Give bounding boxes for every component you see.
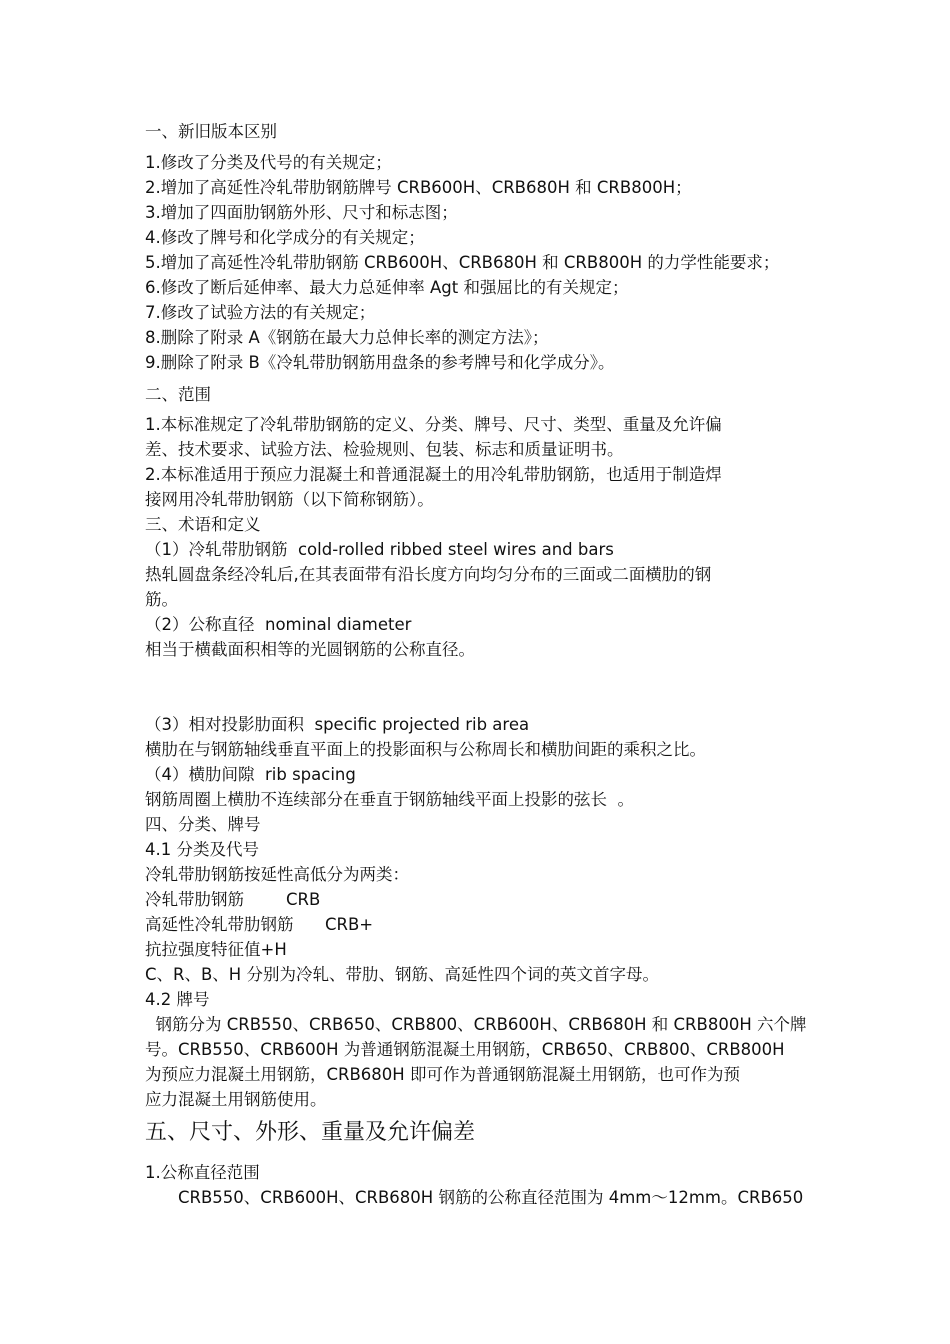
term-heading: （2）公称直径 nominal diameter: [145, 615, 412, 634]
paragraph-line: 相当于横截面积相等的光圆钢筋的公称直径。: [145, 640, 475, 659]
paragraph-line: 1.本标准规定了冷轧带肋钢筋的定义、分类、牌号、尺寸、类型、重量及允许偏: [145, 415, 722, 434]
paragraph-line: 为预应力混凝土用钢筋，CRB680H 即可作为普通钢筋混凝土用钢筋，也可作为预: [145, 1065, 740, 1084]
paragraph-line: CRB550、CRB600H、CRB680H 钢筋的公称直径范围为 4mm～12mm。CRB650: [178, 1188, 804, 1207]
paragraph-line: 接网用冷轧带肋钢筋（以下简称钢筋）。: [145, 490, 434, 509]
list-item: 3.增加了四面肋钢筋外形、尺寸和标志图；: [145, 203, 458, 222]
term-heading: （4）横肋间隙 rib spacing: [145, 765, 356, 784]
paragraph-line: 号。CRB550、CRB600H 为普通钢筋混凝土用钢筋，CRB650、CRB800、CRB800H: [145, 1040, 785, 1059]
paragraph-line: 抗拉强度特征值+H: [145, 940, 287, 959]
section-heading: 一、新旧版本区别: [145, 122, 277, 141]
paragraph-line: 钢筋周圈上横肋不连续部分在垂直于钢筋轴线平面上投影的弦长 。: [145, 790, 634, 809]
term-heading: （3）相对投影肋面积 specific projected rib area: [145, 715, 530, 734]
subsection-heading: 4.2 牌号: [145, 990, 210, 1009]
paragraph-line: 钢筋分为 CRB550、CRB650、CRB800、CRB600H、CRB680H 和 CRB800H 六个牌: [145, 1015, 807, 1034]
subsection-heading: 4.1 分类及代号: [145, 840, 259, 859]
paragraph-line: 高延性冷轧带肋钢筋 CRB+: [145, 915, 374, 934]
list-item: 1.修改了分类及代号的有关规定；: [145, 153, 392, 172]
subsection-heading: 1.公称直径范围: [145, 1163, 260, 1182]
section-heading: 五、尺寸、外形、重量及允许偏差: [145, 1120, 476, 1145]
paragraph-line: C、R、B、H 分别为冷轧、带肋、钢筋、高延性四个词的英文首字母。: [145, 965, 659, 984]
term-heading: （1）冷轧带肋钢筋 cold-rolled ribbed steel wires and bars: [145, 540, 614, 559]
list-item: 9.删除了附录 B《冷轧带肋钢筋用盘条的参考牌号和化学成分》。: [145, 353, 615, 372]
paragraph-line: 冷轧带肋钢筋按延性高低分为两类：: [145, 865, 409, 884]
paragraph-line: 筋。: [145, 590, 178, 609]
list-item: 7.修改了试验方法的有关规定；: [145, 303, 376, 322]
paragraph-line: 冷轧带肋钢筋 CRB: [145, 890, 321, 909]
section-heading: 四、分类、牌号: [145, 815, 261, 834]
list-item: 2.增加了高延性冷轧带肋钢筋牌号 CRB600H、CRB680H 和 CRB800H；: [145, 178, 692, 197]
list-item: 8.删除了附录 A《钢筋在最大力总伸长率的测定方法》；: [145, 328, 549, 347]
section-heading: 三、术语和定义: [145, 515, 261, 534]
list-item: 6.修改了断后延伸率、最大力总延伸率 Agt 和强屈比的有关规定；: [145, 278, 629, 297]
list-item: 4.修改了牌号和化学成分的有关规定；: [145, 228, 425, 247]
paragraph-line: 2.本标准适用于预应力混凝土和普通混凝土的用冷轧带肋钢筋，也适用于制造焊: [145, 465, 722, 484]
section-heading: 二、范围: [145, 385, 211, 404]
paragraph-line: 应力混凝土用钢筋使用。: [145, 1090, 327, 1109]
paragraph-line: 热轧圆盘条经冷轧后,在其表面带有沿长度方向均匀分布的三面或二面横肋的钢: [145, 565, 712, 584]
paragraph-line: 差、技术要求、试验方法、检验规则、包装、标志和质量证明书。: [145, 440, 624, 459]
list-item: 5.增加了高延性冷轧带肋钢筋 CRB600H、CRB680H 和 CRB800H 的力学性能要求；: [145, 253, 780, 272]
paragraph-line: 横肋在与钢筋轴线垂直平面上的投影面积与公称周长和横肋间距的乘积之比。: [145, 740, 706, 759]
